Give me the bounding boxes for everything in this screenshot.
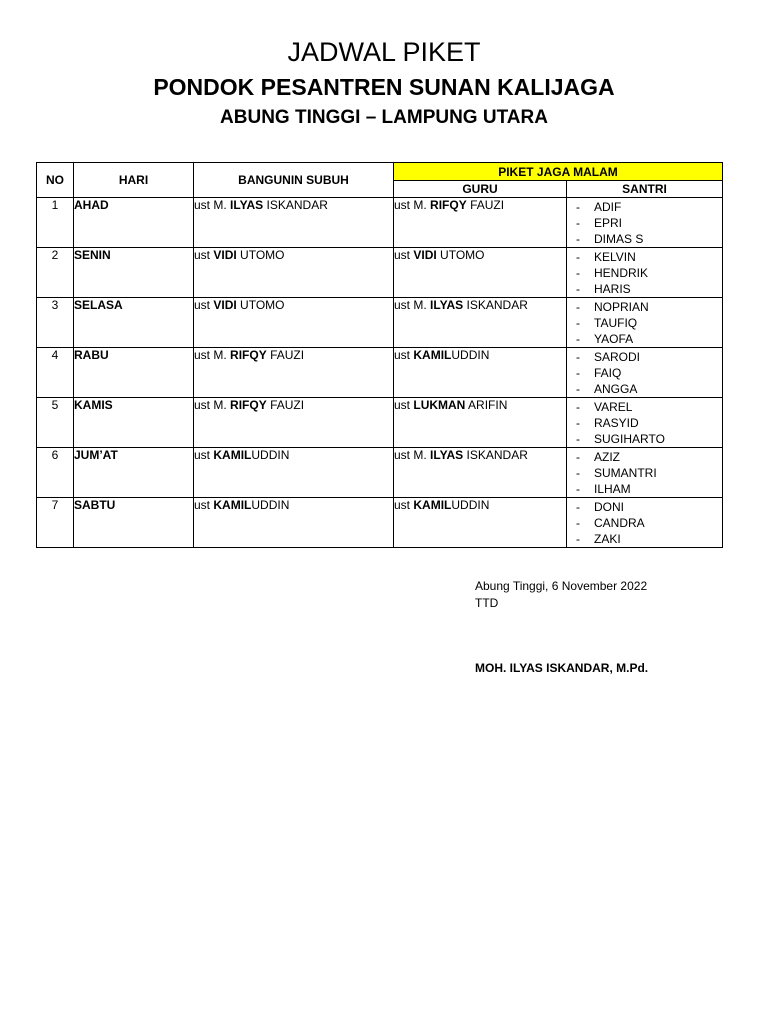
cell-hari: AHAD xyxy=(74,198,194,248)
cell-no: 6 xyxy=(37,448,74,498)
name-rest: UTOMO xyxy=(240,298,285,312)
table-row xyxy=(37,248,723,298)
name-bold: RIFQY xyxy=(430,198,467,212)
name-bold: RIFQY xyxy=(230,348,267,362)
ustadz-prefix: ust xyxy=(394,498,411,512)
cell-no: 4 xyxy=(37,348,74,398)
name-bold: RIFQY xyxy=(230,398,267,412)
list-item: - SARODI xyxy=(567,349,722,365)
ustadz-prefix: ust xyxy=(394,448,411,462)
name-initial: M. xyxy=(413,298,427,312)
list-item: - AZIZ xyxy=(567,449,722,465)
ustadz-prefix: ust xyxy=(194,198,211,212)
list-item: - CANDRA xyxy=(567,515,722,531)
cell-bangunin-subuh xyxy=(194,498,394,548)
cell-guru xyxy=(394,498,567,548)
name-bold: KAMIL xyxy=(213,498,252,512)
name-rest: FAUZI xyxy=(270,398,305,412)
santri-list xyxy=(567,249,722,297)
cell-hari: SENIN xyxy=(74,248,194,298)
name-rest: ISKANDAR xyxy=(466,298,528,312)
ustadz-prefix: ust xyxy=(194,348,211,362)
doc-location: ABUNG TINGGI – LAMPUNG UTARA xyxy=(220,107,548,128)
cell-no: 5 xyxy=(37,398,74,448)
name-bold: VIDI xyxy=(213,248,237,262)
name-rest: UDDIN xyxy=(251,498,290,512)
header-no: NO xyxy=(37,163,74,198)
header-guru: GURU xyxy=(394,181,567,198)
cell-santri xyxy=(567,198,723,248)
ustadz-prefix: ust xyxy=(194,448,211,462)
name-rest: ARIFIN xyxy=(468,398,508,412)
list-item: - KELVIN xyxy=(567,249,722,265)
name-bold: VIDI xyxy=(213,298,237,312)
cell-guru xyxy=(394,448,567,498)
cell-hari: KAMIS xyxy=(74,398,194,448)
cell-bangunin-subuh xyxy=(194,298,394,348)
santri-list xyxy=(567,349,722,397)
name-bold: VIDI xyxy=(413,248,437,262)
list-item: - YAOFA xyxy=(567,331,722,347)
cell-santri xyxy=(567,298,723,348)
list-item: - TAUFIQ xyxy=(567,315,722,331)
list-item: - HARIS xyxy=(567,281,722,297)
name-rest: ISKANDAR xyxy=(266,198,328,212)
list-item: - DIMAS S xyxy=(567,231,722,247)
name-bold: ILYAS xyxy=(230,198,264,212)
header-bangunin-subuh: BANGUNIN SUBUH xyxy=(194,163,394,198)
name-initial: M. xyxy=(213,348,227,362)
signature-ttd: TTD xyxy=(475,596,499,610)
header-santri: SANTRI xyxy=(567,181,723,198)
table-row xyxy=(37,348,723,398)
cell-santri xyxy=(567,398,723,448)
santri-list xyxy=(567,199,722,247)
santri-list xyxy=(567,449,722,497)
header-hari: HARI xyxy=(74,163,194,198)
name-initial: M. xyxy=(413,448,427,462)
ustadz-prefix: ust xyxy=(394,298,411,312)
cell-bangunin-subuh xyxy=(194,448,394,498)
name-initial: M. xyxy=(213,198,227,212)
table-row xyxy=(37,498,723,548)
name-rest: UTOMO xyxy=(440,248,485,262)
name-bold: ILYAS xyxy=(430,298,464,312)
cell-no: 2 xyxy=(37,248,74,298)
ustadz-prefix: ust xyxy=(394,348,411,362)
cell-santri xyxy=(567,348,723,398)
ustadz-prefix: ust xyxy=(194,298,211,312)
table-row xyxy=(37,448,723,498)
santri-list xyxy=(567,299,722,347)
cell-bangunin-subuh xyxy=(194,248,394,298)
ustadz-prefix: ust xyxy=(194,248,211,262)
cell-no: 1 xyxy=(37,198,74,248)
table-row xyxy=(37,198,723,248)
cell-hari: SABTU xyxy=(74,498,194,548)
ustadz-prefix: ust xyxy=(394,398,411,412)
list-item: - HENDRIK xyxy=(567,265,722,281)
name-initial: M. xyxy=(413,198,427,212)
ustadz-prefix: ust xyxy=(394,198,411,212)
name-bold: KAMIL xyxy=(413,348,452,362)
list-item: - EPRI xyxy=(567,215,722,231)
doc-title: JADWAL PIKET xyxy=(287,37,481,67)
name-rest: FAUZI xyxy=(270,348,305,362)
cell-guru xyxy=(394,298,567,348)
cell-hari: JUM’AT xyxy=(74,448,194,498)
name-rest: UTOMO xyxy=(240,248,285,262)
cell-guru xyxy=(394,198,567,248)
schedule-table xyxy=(36,162,723,548)
cell-santri xyxy=(567,248,723,298)
cell-guru xyxy=(394,348,567,398)
cell-bangunin-subuh xyxy=(194,348,394,398)
list-item: - ZAKI xyxy=(567,531,722,547)
santri-list xyxy=(567,399,722,447)
list-item: - ADIF xyxy=(567,199,722,215)
name-rest: FAUZI xyxy=(470,198,505,212)
cell-bangunin-subuh xyxy=(194,198,394,248)
doc-subtitle: PONDOK PESANTREN SUNAN KALIJAGA xyxy=(153,74,615,100)
cell-santri xyxy=(567,448,723,498)
table-row xyxy=(37,398,723,448)
schedule-body xyxy=(37,198,723,548)
name-rest: UDDIN xyxy=(251,448,290,462)
list-item: - DONI xyxy=(567,499,722,515)
name-rest: UDDIN xyxy=(451,348,490,362)
ustadz-prefix: ust xyxy=(194,398,211,412)
name-bold: ILYAS xyxy=(430,448,464,462)
list-item: - ILHAM xyxy=(567,481,722,497)
list-item: - ANGGA xyxy=(567,381,722,397)
list-item: - NOPRIAN xyxy=(567,299,722,315)
name-bold: KAMIL xyxy=(213,448,252,462)
cell-no: 3 xyxy=(37,298,74,348)
name-rest: ISKANDAR xyxy=(466,448,528,462)
list-item: - SUGIHARTO xyxy=(567,431,722,447)
cell-guru xyxy=(394,398,567,448)
table-row xyxy=(37,298,723,348)
cell-no: 7 xyxy=(37,498,74,548)
cell-guru xyxy=(394,248,567,298)
cell-santri xyxy=(567,498,723,548)
ustadz-prefix: ust xyxy=(394,248,411,262)
cell-bangunin-subuh xyxy=(194,398,394,448)
name-initial: M. xyxy=(213,398,227,412)
cell-hari: RABU xyxy=(74,348,194,398)
header-piket-jaga-malam: PIKET JAGA MALAM xyxy=(394,163,723,181)
santri-list xyxy=(567,499,722,547)
name-rest: UDDIN xyxy=(451,498,490,512)
name-bold: KAMIL xyxy=(413,498,452,512)
ustadz-prefix: ust xyxy=(194,498,211,512)
signature-place-date: Abung Tinggi, 6 November 2022 xyxy=(475,579,648,593)
list-item: - RASYID xyxy=(567,415,722,431)
list-item: - FAIQ xyxy=(567,365,722,381)
name-bold: LUKMAN xyxy=(413,398,466,412)
cell-hari: SELASA xyxy=(74,298,194,348)
list-item: - VAREL xyxy=(567,399,722,415)
signature-name: MOH. ILYAS ISKANDAR, M.Pd. xyxy=(475,661,649,675)
list-item: - SUMANTRI xyxy=(567,465,722,481)
